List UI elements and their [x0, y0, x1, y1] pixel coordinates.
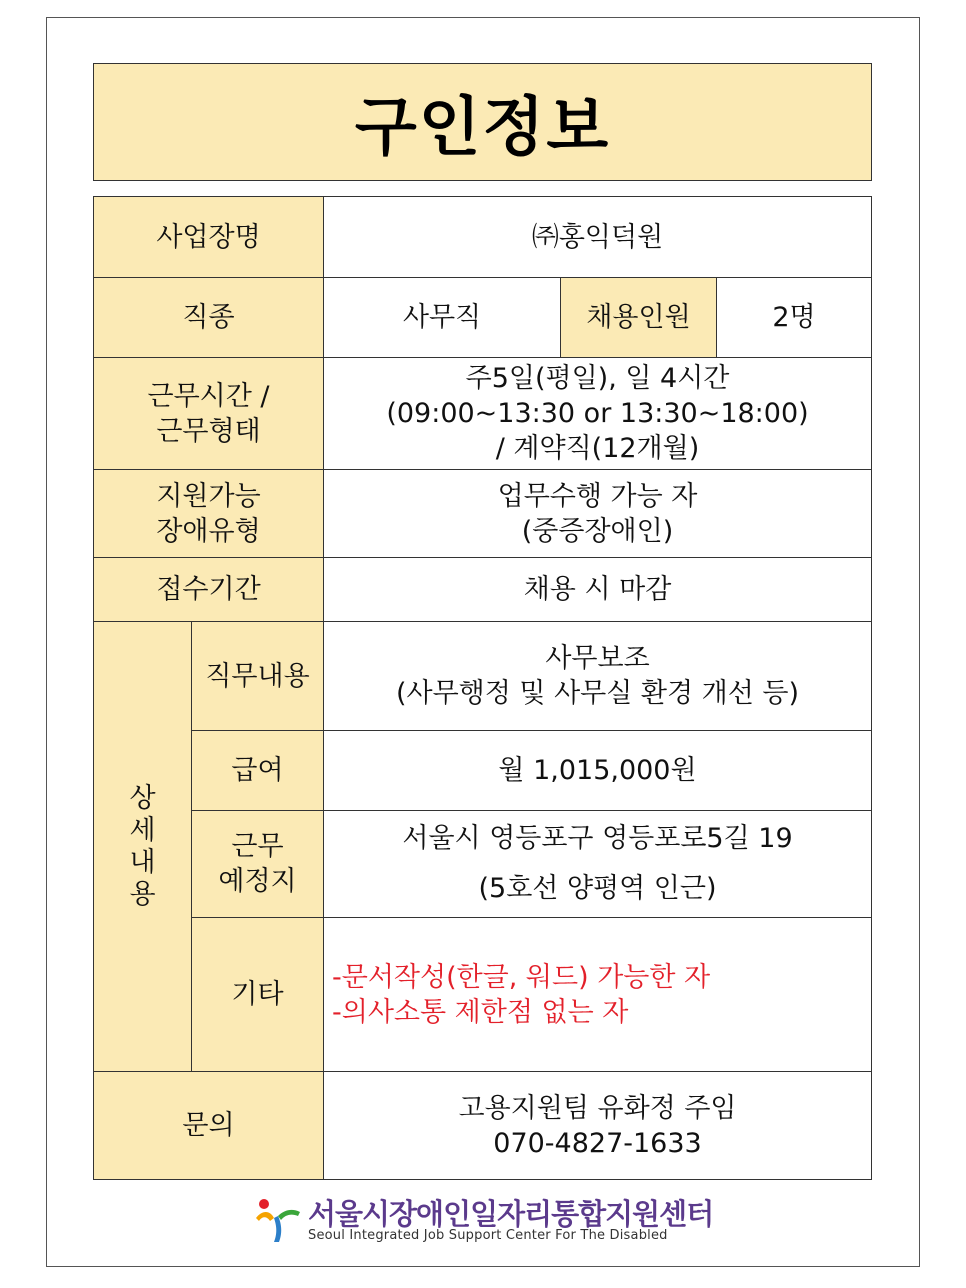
eligible-value-cell	[323, 469, 872, 558]
duty-label-cell	[191, 621, 324, 731]
details-label-char-4: 용	[129, 878, 156, 910]
org-name-en: Seoul Integrated Job Support Center For The Disabled	[308, 1228, 668, 1243]
location-label-cell	[191, 810, 324, 918]
duty-value-line2: (사무행정 및 사무실 환경 개선 등)	[395, 678, 800, 709]
location-value-cell	[323, 810, 872, 918]
details-section-label-cell	[93, 621, 192, 1072]
salary-label-cell	[191, 730, 324, 811]
hours-label-cell	[93, 357, 324, 470]
eligible-label-cell	[93, 469, 324, 558]
company-value: ㈜홍익덕원	[531, 221, 664, 253]
location-label-line1: 근무	[231, 831, 284, 862]
details-label-char-3: 내	[129, 846, 156, 878]
company-label: 사업장명	[156, 221, 261, 253]
hours-value-cell	[323, 357, 872, 470]
duty-label: 직무내용	[205, 660, 310, 692]
eligible-value-line1: 업무수행 가능 자	[497, 480, 698, 512]
other-value-cell	[323, 917, 872, 1072]
salary-label: 급여	[231, 755, 284, 786]
job-value: 사무직	[402, 302, 482, 333]
contact-value-cell	[323, 1071, 872, 1180]
page-title: 구인정보	[354, 91, 611, 165]
hours-value-line1: 주5일(평일), 일 4시간	[465, 363, 730, 394]
contact-value-line1: 고용지원팀 유화정 주임	[458, 1092, 737, 1124]
period-label: 접수기간	[156, 574, 261, 605]
period-value-cell	[323, 557, 872, 622]
details-label-char-2: 세	[129, 814, 156, 846]
eligible-label-line2: 장애유형	[156, 515, 261, 547]
salary-value-cell	[323, 730, 872, 811]
location-value-line2: (5호선 양평역 인근)	[478, 873, 717, 904]
eligible-label-line1: 지원가능	[156, 480, 261, 512]
salary-value: 월 1,015,000원	[498, 755, 697, 786]
contact-label-cell	[93, 1071, 324, 1180]
contact-label: 문의	[182, 1110, 235, 1141]
hours-label-line1: 근무시간 /	[147, 380, 270, 412]
title-banner	[93, 63, 872, 181]
duty-value-line1: 사무보조	[545, 643, 650, 674]
headcount-label-cell	[560, 277, 717, 358]
other-value-line2: -의사소통 제한점 없는 자	[332, 997, 629, 1028]
headcount-label: 채용인원	[586, 302, 691, 333]
other-label: 기타	[231, 979, 284, 1010]
period-label-cell	[93, 557, 324, 622]
person-logo-icon	[252, 1194, 304, 1246]
location-value-line1: 서울시 영등포구 영등포로5길 19	[402, 823, 793, 854]
headcount-value-cell	[716, 277, 872, 358]
duty-value-cell	[323, 621, 872, 731]
location-label-line2: 예정지	[218, 866, 297, 897]
hours-label-line2: 근무형태	[156, 415, 261, 447]
details-label-char-1: 상	[129, 782, 156, 814]
other-label-cell	[191, 917, 324, 1072]
headcount-value: 2명	[772, 302, 816, 333]
hours-value-line3: / 계약직(12개월)	[495, 433, 700, 464]
org-name: 서울시장애인일자리통합지원센터	[308, 1197, 714, 1231]
job-label: 직종	[182, 302, 235, 333]
eligible-value-line2: (중증장애인)	[521, 515, 674, 547]
company-value-cell	[323, 196, 872, 278]
org-logo	[252, 1192, 722, 1248]
other-value-line1: -문서작성(한글, 워드) 가능한 자	[332, 962, 711, 993]
contact-phone: 070-4827-1633	[493, 1127, 702, 1159]
period-value: 채용 시 마감	[523, 574, 672, 605]
job-value-cell	[323, 277, 561, 358]
company-label-cell	[93, 196, 324, 278]
job-label-cell	[93, 277, 324, 358]
hours-value-line2: (09:00~13:30 or 13:30~18:00)	[386, 398, 809, 429]
